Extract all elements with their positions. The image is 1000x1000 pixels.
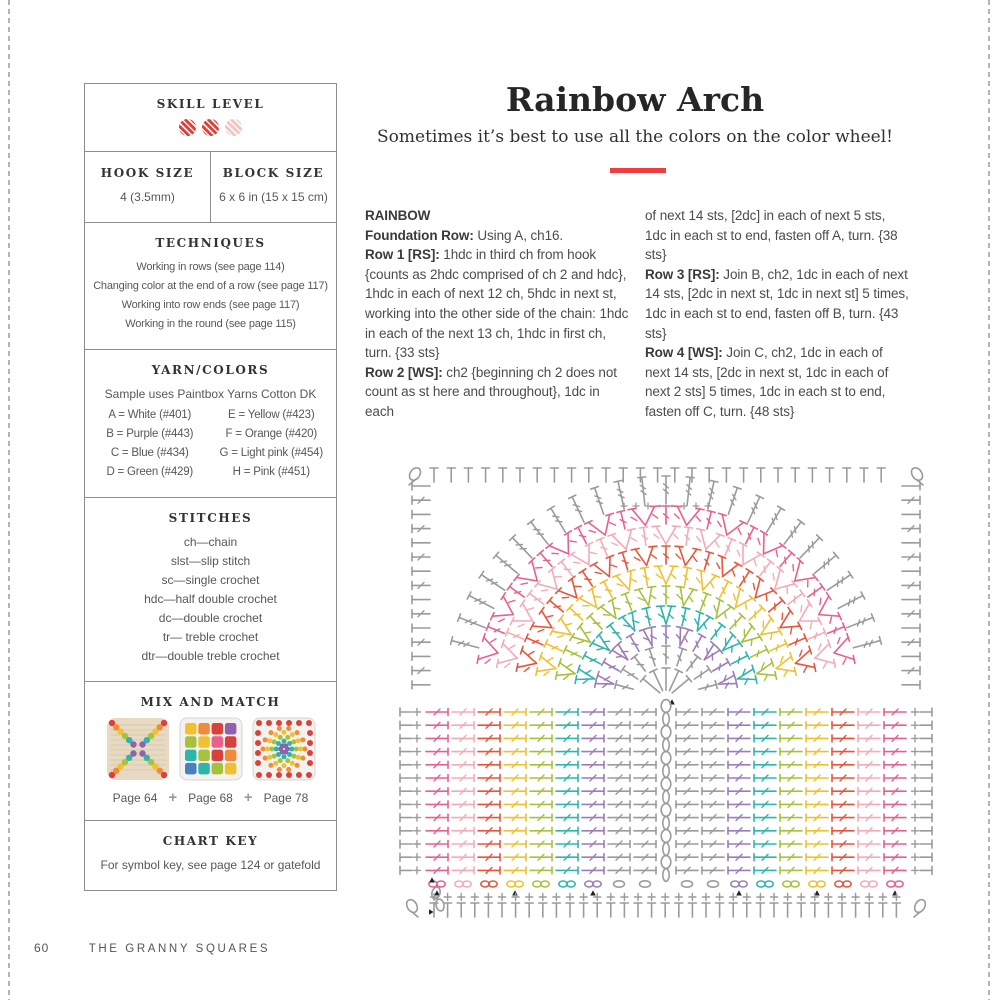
mix-and-match-box bbox=[84, 681, 337, 821]
fan-bands bbox=[451, 476, 882, 690]
crochet-chart-figure bbox=[398, 450, 934, 922]
skill-level-box bbox=[84, 83, 337, 152]
page-title: Rainbow Arch bbox=[505, 80, 765, 119]
pattern-paragraph: Row 1 [RS]: 1hdc in third ch from hook {counts as 2hdc comprised of ch 2 and hdc}, 1hdc in each of next 12 ch, 5hdc in next st, working into the other side of the chain: 1hdc in each of the next 13 ch, 1hdc in first ch, turn. {33 sts} bbox=[365, 247, 629, 361]
technique-item: Changing color at the end of a row (see page 117) bbox=[93, 280, 328, 292]
page-subtitle: Sometimes it’s best to use all the colors on the color wheel! bbox=[377, 127, 893, 147]
pattern-paragraph: Foundation Row: Using A, ch16. bbox=[365, 227, 564, 243]
stitch-abbreviation: hdc—half double crochet bbox=[144, 592, 277, 606]
rainbow-arch-crochet-chart bbox=[398, 450, 934, 922]
yarn-sample-note: Sample uses Paintbox Yarns Cotton DK bbox=[104, 387, 317, 401]
page-footer bbox=[34, 941, 270, 955]
bottom-foundation-rows bbox=[430, 894, 900, 918]
page-number: 60 bbox=[34, 941, 50, 955]
center-chain-column bbox=[661, 700, 671, 882]
yarn-ball-icon bbox=[179, 119, 196, 136]
foundation-chain-row bbox=[429, 881, 903, 896]
block-size-title: BLOCK SIZE bbox=[222, 166, 325, 180]
mix-page-ref: Page 68 bbox=[188, 790, 233, 805]
pattern-paragraph: Row 4 [WS]: Join C, ch2, 1dc in each of next 14 sts, [2dc in next st, 1dc in each of next 2 sts] 5 times, 1dc in each st to end, fasten off C, turn. {48 sts} bbox=[645, 345, 889, 419]
yarn-key-entry: F = Orange (#420) bbox=[225, 428, 318, 440]
yarn-colors-title: YARN/COLORS bbox=[151, 363, 270, 377]
yarn-key-entry: C = Blue (#434) bbox=[110, 447, 189, 459]
yarn-ball-icon bbox=[225, 119, 242, 136]
stitch-abbreviation: tr— treble crochet bbox=[162, 630, 259, 644]
pattern-paragraph: Row 3 [RS]: Join B, ch2, 1dc in each of next 14 sts, [2dc in next st, 1dc in next st] 5 times, 1dc in each st to end, fasten off B, turn. {43 sts} bbox=[645, 266, 909, 341]
red-divider-rule bbox=[610, 168, 666, 173]
section-title: THE GRANNY SQUARES bbox=[88, 943, 271, 955]
stitches-box bbox=[84, 497, 337, 682]
mix-page-ref: Page 78 bbox=[263, 790, 309, 805]
techniques-box bbox=[84, 222, 337, 350]
pattern-text-column-right bbox=[645, 206, 909, 422]
mix-page-ref: Page 64 bbox=[112, 790, 158, 805]
chart-key-title: CHART KEY bbox=[162, 834, 259, 848]
pattern-paragraph: of next 14 sts, [2dc] in each of next 5 sts, 1dc in each st to end, fasten off A, turn. {38 sts} bbox=[645, 208, 898, 263]
stitches-title: STITCHES bbox=[168, 511, 253, 525]
hook-size-cell bbox=[85, 152, 210, 222]
techniques-title: TECHNIQUES bbox=[155, 236, 266, 250]
skill-level-rating bbox=[89, 119, 332, 136]
stitch-abbreviation: ch—chain bbox=[183, 535, 238, 549]
pattern-paragraph: RAINBOW bbox=[365, 208, 431, 223]
stitch-abbreviation: dc—double crochet bbox=[158, 611, 263, 625]
patchwork-square-photo bbox=[179, 717, 243, 781]
stitch-abbreviation: dtr—double treble crochet bbox=[141, 649, 280, 663]
yarn-key-entry: H = Pink (#451) bbox=[232, 466, 310, 478]
chart-key-note: For symbol key, see page 124 or gatefold bbox=[100, 858, 321, 872]
mix-and-match-thumbnails bbox=[89, 717, 332, 781]
pattern-text-column-left bbox=[365, 206, 631, 422]
stitch-abbreviation: slst—slip stitch bbox=[170, 554, 251, 568]
technique-item: Working into row ends (see page 117) bbox=[121, 299, 300, 311]
yarn-key-entry: B = Purple (#443) bbox=[106, 428, 194, 440]
page-trim-dashed-line-right bbox=[988, 0, 990, 1000]
page-trim-dashed-line-left bbox=[8, 0, 10, 1000]
yarn-key-entry: A = White (#401) bbox=[108, 409, 192, 421]
skill-level-title: SKILL LEVEL bbox=[156, 97, 265, 111]
yarn-key-entry: E = Yellow (#423) bbox=[228, 409, 315, 421]
yarn-key-entry: D = Green (#429) bbox=[106, 466, 194, 478]
plus-icon: + bbox=[168, 789, 178, 806]
block-size-value: 6 x 6 in (15 x 15 cm) bbox=[219, 190, 328, 204]
hook-size-title: HOOK SIZE bbox=[100, 166, 195, 180]
mix-and-match-title: MIX AND MATCH bbox=[140, 695, 281, 709]
mix-and-match-pages bbox=[89, 790, 332, 805]
chart-key-box bbox=[84, 820, 337, 891]
stitch-abbreviation: sc—single crochet bbox=[161, 573, 260, 587]
pattern-info-sidebar bbox=[84, 84, 337, 891]
plus-icon: + bbox=[243, 789, 253, 806]
hook-size-value: 4 (3.5mm) bbox=[120, 190, 175, 204]
sunburst-bobble-square-photo bbox=[252, 717, 316, 781]
yarn-color-key bbox=[89, 406, 332, 482]
block-size-cell bbox=[210, 152, 336, 222]
yarn-colors-box bbox=[84, 349, 337, 498]
pattern-paragraph: Row 2 [WS]: ch2 {beginning ch 2 does not count as st here and throughout}, 1dc in each bbox=[365, 364, 617, 419]
hook-block-box bbox=[84, 151, 337, 223]
crossed-bobbles-square-photo bbox=[106, 717, 170, 781]
technique-item: Working in the round (see page 115) bbox=[125, 318, 296, 330]
yarn-key-entry: G = Light pink (#454) bbox=[219, 447, 324, 459]
technique-item: Working in rows (see page 114) bbox=[136, 261, 285, 273]
yarn-ball-icon bbox=[202, 119, 219, 136]
